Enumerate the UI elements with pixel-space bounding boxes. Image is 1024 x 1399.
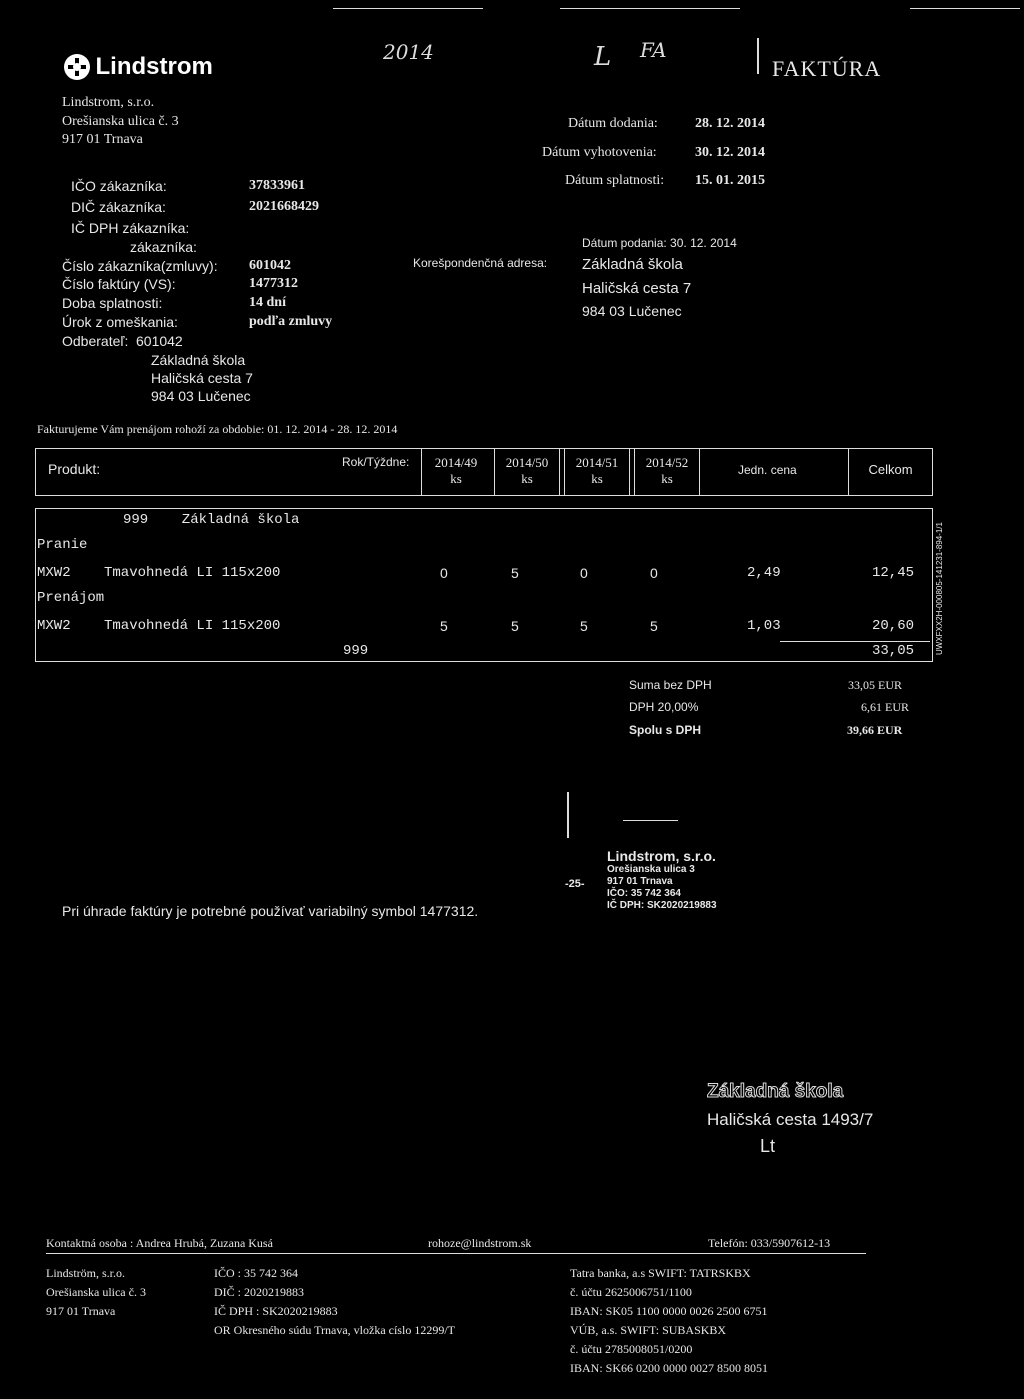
row1-price: 2,49: [747, 565, 781, 581]
stamp-prefix: -25-: [565, 878, 585, 890]
footer-bank-1: Tatra banka, a.s SWIFT: TATRSKBX: [570, 1266, 751, 1280]
row1-code: MXW2: [37, 565, 71, 581]
stamp-line-2: Orešianska ulica 3: [607, 864, 695, 875]
logo: [62, 52, 213, 82]
due-date-label: Dátum splatnosti:: [565, 173, 665, 188]
row1-week-1: 0: [440, 565, 448, 581]
handwritten-year: 2014: [383, 40, 434, 64]
correspondence-address-2: Haličská cesta 7: [582, 280, 692, 297]
total-incl-vat-value: 39,66 EUR: [847, 723, 903, 737]
subtotal-code: 999: [343, 643, 369, 659]
footer-bank-3: IBAN: SK05 1100 0000 0026 2500 6751: [570, 1304, 768, 1318]
lindstrom-logo-icon: [62, 52, 92, 82]
due-date-value: 15. 01. 2015: [695, 173, 765, 188]
vat-value: 6,61 EUR: [861, 700, 909, 714]
recipient-address-3: 984 03 Lučenec: [151, 388, 251, 404]
correspondence-label: Korešpondenčná adresa:: [413, 256, 548, 270]
delivery-date-value: 28. 12. 2014: [695, 116, 765, 131]
supplier-name: Lindstrom, s.r.o.: [62, 95, 155, 110]
header-week-1: [421, 449, 490, 495]
header-week-1-unit: ks: [450, 471, 462, 486]
items-box: [35, 508, 933, 662]
customer-number-label: Číslo zákazníka(zmluvy):: [62, 258, 218, 274]
side-code: UWXFXX2H-000805-141231-894-1/1: [935, 522, 944, 655]
invoice-number-label: Číslo faktúry (VS):: [62, 276, 176, 292]
row2-description: Tmavohnedá LI 115x200: [104, 618, 281, 634]
recipient-address-2: Haličská cesta 7: [151, 370, 253, 386]
contact-phone: Telefón: 033/5907612-13: [708, 1236, 831, 1250]
stamp-line-3: 917 01 Trnava: [607, 876, 673, 887]
row1-week-3: 0: [580, 565, 588, 581]
recipient-label: Odberateľ:: [62, 333, 129, 349]
row1-total: 12,45: [872, 565, 915, 581]
customer-number-value: 601042: [249, 258, 291, 273]
footer-bank-5: č. účtu 2785008051/0200: [570, 1342, 693, 1356]
footer-ids-2: DIČ : 2020219883: [214, 1285, 304, 1299]
header-week-2-unit: ks: [521, 471, 533, 486]
header-week-4: [634, 449, 700, 495]
top-rule-1: [333, 8, 483, 9]
header-week-3-label: 2014/51: [575, 455, 619, 470]
ico-label: IČO zákazníka:: [71, 178, 167, 194]
table-header: [35, 448, 933, 496]
footer-ids-1: IČO : 35 742 364: [214, 1266, 298, 1280]
stamp-line-5: IČ DPH: SK2020219883: [607, 900, 717, 911]
header-week-4-unit: ks: [661, 471, 673, 486]
invoice-number-value: 1477312: [249, 276, 298, 291]
recipient-address-1: Základná škola: [151, 352, 246, 368]
row2-week-2: 5: [511, 618, 519, 634]
ico-value: 37833961: [249, 178, 305, 193]
recipient-value: 601042: [136, 333, 183, 349]
sum-excl-vat-value: 33,05 EUR: [848, 678, 902, 692]
row2-week-3: 5: [580, 618, 588, 634]
footer-company-3: 917 01 Trnava: [46, 1304, 116, 1318]
header-week-2: [494, 449, 560, 495]
interest-label: Úrok z omeškania:: [62, 314, 178, 330]
row2-code: MXW2: [37, 618, 71, 634]
interest-value: podľa zmluvy: [249, 314, 333, 329]
handwritten-bracket: [757, 38, 759, 74]
row2-total: 20,60: [872, 618, 915, 634]
row1-week-4: 0: [650, 565, 658, 581]
header-week-3-unit: ks: [591, 471, 603, 486]
footer-bank-4: VÚB, a.s. SWIFT: SUBASKBX: [570, 1323, 727, 1337]
vat-label: DPH 20,00%: [629, 700, 699, 714]
sum-excl-vat-label: Suma bez DPH: [629, 678, 712, 692]
footer-ids-3: IČ DPH : SK2020219883: [214, 1304, 338, 1318]
contact-person: Kontaktná osoba : Andrea Hrubá, Zuzana Kusá: [46, 1236, 273, 1250]
footer-ids-4: OR Okresného súdu Trnava, vložka císlo 12299/T: [214, 1323, 455, 1337]
header-week-2-label: 2014/50: [505, 455, 549, 470]
payment-note: Pri úhrade faktúry je potrebné používať variabilný symbol 1477312.: [62, 903, 479, 919]
logo-text: Lindstrom: [95, 53, 213, 80]
footer-bank-6: IBAN: SK66 0200 0000 0027 8500 8051: [570, 1361, 769, 1375]
billing-period: Fakturujeme Vám prenájom rohoží za obdobie: 01. 12. 2014 - 28. 12. 2014: [37, 422, 398, 436]
footer-company-1: Lindström, s.r.o.: [46, 1266, 126, 1280]
handwritten-mark-l: L: [594, 42, 612, 72]
payment-term-label: Doba splatnosti:: [62, 295, 163, 311]
stamp-line-4: IČO: 35 742 364: [607, 888, 681, 899]
row1-description: Tmavohnedá LI 115x200: [104, 565, 281, 581]
row2-price: 1,03: [747, 618, 781, 634]
top-rule-2: [560, 8, 740, 9]
header-total-cell: [848, 449, 932, 495]
subtotal-rule: [780, 641, 930, 642]
group-header: 999 Základná škola: [123, 512, 300, 528]
header-week-4-label: 2014/52: [645, 455, 689, 470]
handwritten-mark-fa: FA: [640, 38, 667, 62]
issue-date-value: 30. 12. 2014: [695, 145, 765, 160]
stamp-mark-horizontal: [623, 820, 678, 821]
correspondence-address-1: Základná škola: [582, 256, 683, 273]
icdph-label: IČ DPH zákazníka:: [71, 220, 190, 236]
dic-value: 2021668429: [249, 199, 319, 214]
contact-rule: [46, 1253, 866, 1254]
header-unit-price: Jedn. cena: [738, 463, 797, 477]
section-rental: Prenájom: [37, 590, 105, 606]
row2-week-1: 5: [440, 618, 448, 634]
issue-date-label: Dátum vyhotovenia:: [542, 145, 657, 160]
payment-term-value: 14 dní: [249, 295, 286, 310]
header-year-week: Rok/Týždne:: [342, 455, 410, 469]
school-stamp-line-1: Základná škola: [707, 1081, 844, 1102]
supplier-street: Orešianska ulica č. 3: [62, 114, 179, 129]
zakaznik-label: zákazníka:: [130, 239, 197, 255]
section-washing: Pranie: [37, 537, 88, 553]
submission-date: Dátum podania: 30. 12. 2014: [582, 236, 737, 250]
contact-email[interactable]: rohoze@lindstrom.sk: [428, 1236, 532, 1250]
correspondence-address-3: 984 03 Lučenec: [582, 303, 682, 319]
supplier-city: 917 01 Trnava: [62, 132, 143, 147]
stamp-line-1: Lindstrom, s.r.o.: [607, 848, 716, 864]
document-title: FAKTÚRA: [772, 56, 882, 81]
header-week-3: [564, 449, 630, 495]
dic-label: DIČ zákazníka:: [71, 199, 166, 215]
header-total: Celkom: [868, 462, 913, 477]
school-stamp-line-2: Haličská cesta 1493/7: [707, 1110, 874, 1129]
row2-week-4: 5: [650, 618, 658, 634]
header-week-1-label: 2014/49: [434, 455, 478, 470]
total-incl-vat-label: Spolu s DPH: [629, 723, 702, 737]
footer-company-2: Orešianska ulica č. 3: [46, 1285, 146, 1299]
delivery-date-label: Dátum dodania:: [568, 116, 658, 131]
top-rule-3: [910, 8, 1020, 9]
footer-bank-2: č. účtu 2625006751/1100: [570, 1285, 692, 1299]
header-product: Produkt:: [48, 461, 101, 477]
subtotal-value: 33,05: [872, 643, 915, 659]
school-stamp-line-3: Lt: [760, 1136, 776, 1156]
row1-week-2: 5: [511, 565, 519, 581]
stamp-mark-vertical: [567, 792, 569, 838]
